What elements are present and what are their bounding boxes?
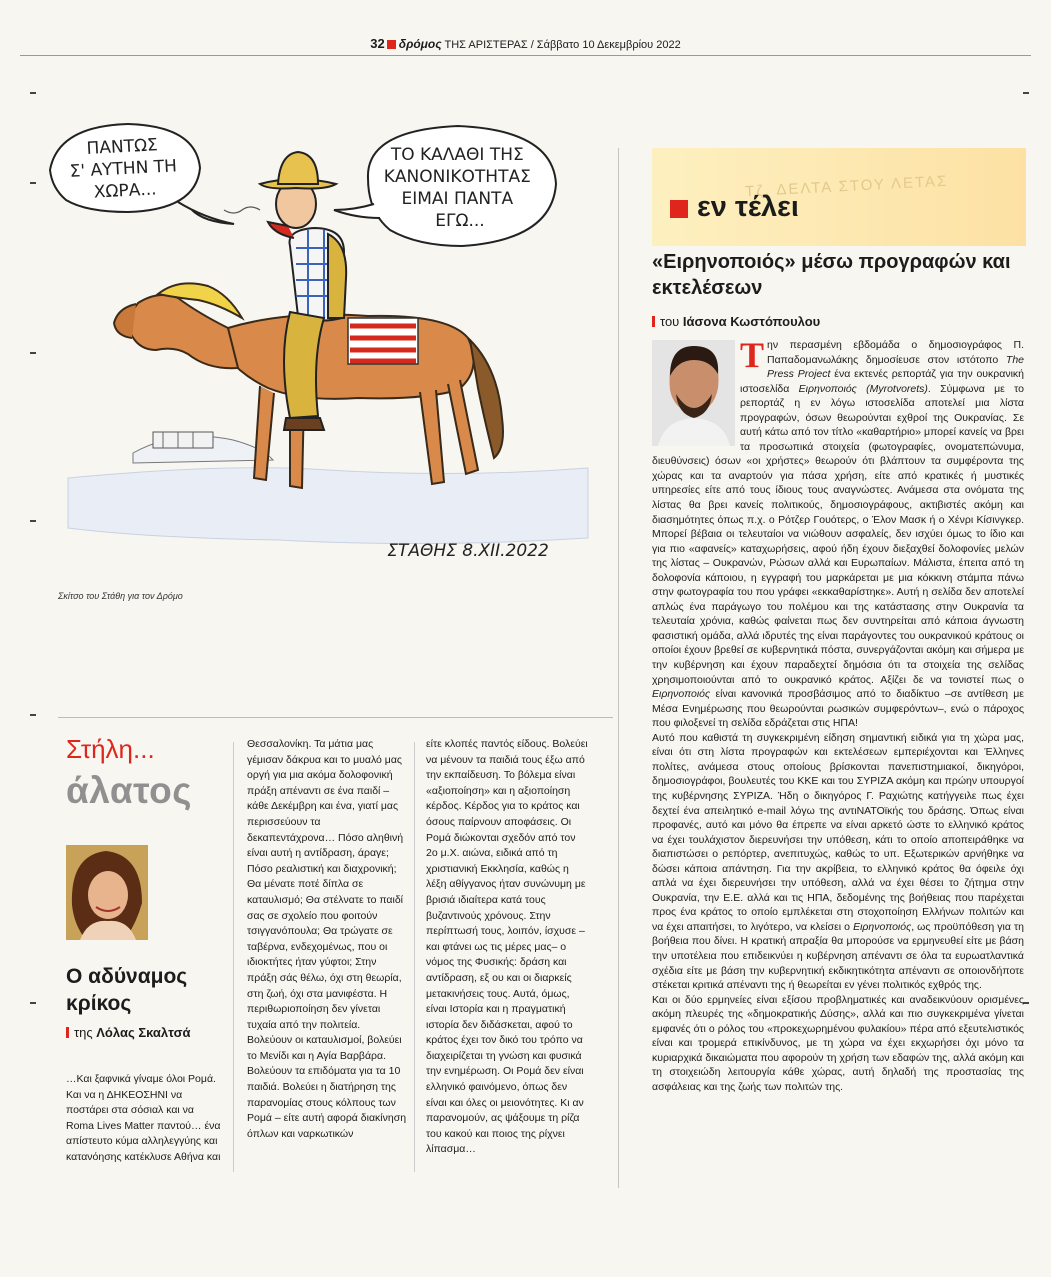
section-label: εν τέλει: [697, 191, 799, 223]
text-run: The Press Project: [767, 353, 1024, 381]
page-number: 32: [370, 36, 385, 51]
faint-print-through: Τζ. ΔΕΛΤΑ ΣΤΟΥ ΛΕΤΑΣ: [744, 172, 949, 201]
byline-prefix: του: [660, 314, 680, 329]
column-divider: [618, 148, 619, 1188]
text-run: . Σύμφωνα με το ρεπορτάζ η εν λόγω ιστοσελίδα αποτελεί μια λίστα προγραφών, όσων θεωρούνται εχθροί της Ουκρανίας. Σε αυτή κάτω από τον τίτλο «καθαρτήριο» μπορεί κανείς να βρει τα προσωπικά στοιχεία (φωτογραφίες, ονοματεπώνυμα, διευθύνσεις) όσων «οι χρήστες» θεωρούν ότι βλάπτουν τα συμφέροντα της χώρας και τα αναρτούν για πάσα χρήση, είτε από κρατικές ή μυστικές υπηρεσίες είτε από τους ίδιους τους αναγνώστες. Ανάμεσα στα ονόματα της λίστας θα βρει κανείς πολιτικούς, δημοσιογράφους, ακτιβιστές ακόμη και διασημότητες όπως π.χ. ο Ρότζερ Γουότερς, ο Έλον Μασκ ή ο Χένρι Κίσινγκερ. Μπορεί βέβαια οι τελευταίοι να νιώθουν ασφαλείς, δεν ισχύει όμως το ίδιο και για πιο «αφανείς» καταχωρήσεις, αφού ήδη έχουν διεξαχθεί δολοφονίες μελών της λίστας – Ουκρανών, Ρώσων αλλά και Ευρωπαίων. Μάλιστα, έπειτα από τη δολοφονία κάποιου, η εγγραφή του μαρκάρεται με μια κόκκινη στάμπα πάνω στην φωτογραφία του που γράφει «εκκαθαρίστηκε». Αυτή η σελίδα δεν αποτελεί απλώς ένα παράγωγο του πολέμου και της κατάστασης στην Ουκρανία τα τελευταία χρόνια, καθώς φαίνεται πως δεν συντηρείται από κάποια άγνωστη φασιστική ομάδα, αλλά ιδρυτές της είναι παράγοντες του ουκρανικού κράτους οι οποίοι έχουν βρεθεί σε κυβερνητικά πόστα, συνεργάζονται ακόμη και σήμερα με την κυβέρνηση και έχουν παραδεχτεί δημόσια ότι τα στοιχεία της σελίδας χρησιμοποιούνται από το ουκρανικό κράτος. Αξίζει δε να τονιστεί πως ο: [652, 382, 1024, 686]
page-header: [0, 36, 1051, 51]
registration-mark: [30, 92, 36, 94]
photo-spacer: [652, 338, 740, 442]
bubble-left-line: ΠΑΝΤΩΣ: [86, 135, 159, 159]
column-divider: [233, 742, 234, 1172]
byline-author: Λόλας Σκαλτσά: [96, 1025, 191, 1040]
bubble-left-line: ΧΩΡΑ...: [93, 179, 158, 203]
text-run: ην περασμένη εβδομάδα ο δημοσιογράφος Π. Παπαδομανωλάκης δημοσίευσε στον ιστότοπο: [767, 339, 1024, 366]
article-byline: [652, 314, 820, 329]
byline-bar: [652, 316, 655, 327]
registration-mark: [30, 714, 36, 716]
red-square-icon: [670, 200, 688, 218]
drop-cap: Τ: [740, 335, 765, 375]
bubble-right-line: ΕΙΜΑΙ ΠΑΝΤΑ: [401, 189, 514, 209]
article-paragraph: [652, 731, 1024, 993]
bubble-left-line: Σ' ΑΥΤΗΝ ΤΗ: [69, 156, 178, 182]
byline-bar: [66, 1027, 69, 1038]
section-divider: [58, 717, 613, 718]
byline-prefix: της: [74, 1025, 93, 1040]
text-run: ένα εκτενές ρεπορτάζ για την ουκρανική ιστοσελίδα: [740, 368, 1024, 395]
byline-author: Ιάσονα Κωστόπουλου: [682, 314, 821, 329]
bubble-right-line: ΤΟ ΚΑΛΑΘΙ ΤΗΣ: [390, 145, 524, 165]
cartoon-signature: ΣΤΑΘΗΣ 8.ΧΙΙ.2022: [387, 541, 549, 561]
column-title: Ο αδύναμος κρίκος: [66, 965, 188, 1015]
column-label-top: Στήλη...: [66, 734, 155, 764]
header-rule: [20, 55, 1031, 56]
text-run: Αυτό που καθιστά τη συγκεκριμένη είδηση σημαντική ειδικά για τη χώρα μας, είναι ότι στη λίστα προγραφών και εκτελέσεων εμπεριέχονται και Έλληνες πολίτες, ανάμεσα στους οποίους βρίσκονται πανεπιστημιακοί, δικηγόροι, δημοσιογράφοι, βουλευτές του ΚΚΕ και του ΣΥΡΙΖΑ ακόμη και πρώην υπουργοί της κυβέρνησης ΣΥΡΙΖΑ. Ήδη ο δικηγόρος Γ. Ραχιώτης κατήγγειλε πως έχει δεχτεί ένα απειλητικό e-mail λόγω της αντιΝΑΤΟϊκής του δράσης. Όπως είναι προφανές, αυτό και μόνο θα έπρεπε να είναι αρκετό ώστε το ελληνικό κράτος να έχει τουλάχιστον διερευνήσει την υπόθεση, κάτι το οποίο αποπειράθηκε να διαπιστώσει ο ρεπόρτερ, ανεπιτυχώς, καθώς το υπ. Εξωτερικών αρνήθηκε να δώσει κάποια απάντηση. Για την ακρίβεια, το ελληνικό κράτος θα όφειλε όχι απλά να έχει διερευνήσει την υπόθεση, αλλά να έχει θέσει το ζήτημα στην Ουκρανία, την Ε.Ε. αλλά και τις ΗΠΑ, δεδομένης της βοήθειας που παρέχεται προς ένα κράτος το οποίο εμπλέκεται στη στοχοποίηση Ελλήνων πολιτών και να έχει απαιτήσει, το λιγότερο, να κλείσει ο: [652, 731, 1024, 933]
text-run: , ως προϋπόθεση για τη βοήθεια που δίνει. Η κρατική απραξία θα μπορούσε να ερμηνευθεί είτε με βάση την υποτέλεια που επιδεικνύει η κυβέρνηση απέναντι σε όλα τα ευρωατλαντικά σχέδια είτε με βάση την κυβερνητική εκδικητικότητα απέναντι σε οποιονδήποτε στέκεται κριτικά απέναντι της ή θεωρείται εν γένει πολιτικός εχθρός της.: [652, 920, 1024, 992]
column-label-bottom: άλατος: [66, 770, 192, 811]
text-run: είναι κανονικά προσβάσιμος από το διαδίκτυο –σε αντίθεση με Μέσα Ενημέρωσης που θεωρούνται ρωσικών συμφερόντων–, ενώ ο πάροχος που φιλοξενεί τη σελίδα εδράζεται στις ΗΠΑ!: [652, 688, 1024, 730]
paper-name: δρόμος: [398, 37, 442, 51]
article-body: [652, 335, 1024, 1094]
column-byline: [66, 1025, 190, 1040]
registration-mark: [1023, 92, 1029, 94]
cartoon-illustration: [28, 118, 598, 588]
article-paragraph: Και οι δύο ερμηνείες είναι εξίσου προβληματικές και αναδεικνύουν ορισμένες ακόμη πλευρές της «δημοκρατικής Δύσης», αλλά και πιο συγκεκριμένα γίνεται εμφανές ότι ο ρόλος του «προκεχωρημένου φυλακίου» πέρα από εξευτελιστικός είναι και τρομερά επικίνδυνος, με τη χώρα να έχει εκχωρήσει όχι μόνο τα κυριαρχικά δικαιώματα που αφορούν τη χρήση των εδαφών της, αλλά ακόμη και τη στοιχειώδη λειτουργία κάθε χώρας, αυτή δηλαδή της προστασίας της ασφάλειας και της ζωής των πολιτών της.: [652, 993, 1024, 1093]
column-text-2: Θεσσαλονίκη. Τα μάτια μας γέμισαν δάκρυα και το μυαλό μας οργή για μια ακόμα δολοφονική πράξη απέναντι σε ένα παιδί – κάθε Δεκέμβρη και ένα, γιατί μας περισσεύουν τα δεκαπεντάχρονα… Πόσο αληθινή είναι αυτή η αντίδραση, άραγε; Πόσο ρεαλιστική και διαχρονική; Θα μένατε ποτέ δίπλα σε καταυλισμό; Θα στέλνατε το παιδί σας σε σχολείο που φοιτούν τσιγγανόπουλα; Θα τρώγατε σε ταβέρνα, ενδεχομένως, που οι ιδιοκτήτες ήταν γύφτοι; Στην πράξη σάς θέλω, όχι στη θεωρία, στη ζωή, όχι στα μανιφέστα. Η περιθωριοποίηση δεν γίνεται τυχαία από την πολιτεία. Βολεύουν οι καταυλισμοί, βολεύει το Μενίδι και η Αγία Βαρβάρα. Βολεύουν τα επιδόματα για τα 10 παιδιά. Βολεύει η διατήρηση της παρανομίας στους κόλπους των Ρομά – είτε αυτή αφορά διακίνηση όπλων και ναρκωτικών: [247, 738, 407, 1140]
article-title: «Ειρηνοποιός» μέσω προγραφών και εκτελέσεων: [652, 251, 1011, 299]
column-text-1: …Και ξαφνικά γίναμε όλοι Ρομά. Και να η ΔΗΚΕΟΣΗΝΙ να ποστάρει στα σόσιαλ και να Roma Lives Matter παντού… ένα απίστευτο κύμα αλληλεγγύης και κατανόησης κατέκλυσε Αθήνα και: [66, 1073, 221, 1163]
bubble-right-line: ΕΓΩ...: [435, 211, 485, 231]
cartoon-caption: Σκίτσο του Στάθη για τον Δρόμο: [58, 591, 183, 601]
author-photo-skaltsa: [66, 845, 148, 940]
registration-mark: [30, 1002, 36, 1004]
text-run: Ειρηνοποιός: [652, 688, 711, 701]
text-run: Ειρηνοποιός: [853, 920, 912, 933]
column-divider: [414, 742, 415, 1172]
header-date: ΤΗΣ ΑΡΙΣΤΕΡΑΣ / Σάββατο 10 Δεκεμβρίου 2022: [444, 39, 681, 51]
bubble-right-line: ΚΑΝΟΝΙΚΟΤΗΤΑΣ: [383, 167, 531, 187]
red-square-icon: [387, 40, 396, 49]
column-text-3: είτε κλοπές παντός είδους. Βολεύει να μένουν τα παιδιά τους έξω από την εκπαίδευση. Το βόλεμα είναι «αξιοποίηση» και η αξιοποίηση κέρδος. Κέρδος για το κράτος και όσους παίρνουν αποφάσεις. Οι Ρομά διώκονται σχεδόν από τον 2ο μ.Χ. αιώνα, ειδικά από τη χριστιανική Εκκλησία, καθώς η λέξη αθίγγανος ήταν συνώνυμη με βρισιά ιδιαίτερα κατά τους βυζαντινούς χρόνους. Στην περίπτωσή τους, λοιπόν, ίσχυσε –και φτάνει ως τις μέρες μας– ο νόμος της Φυσικής: δράση και αντίδραση, εξ ου και οι διαρκείς μετακινήσεις τους. Αυτά, όμως, είναι Ιστορία και η πραγματική ιστορία δεν διδάσκεται, αφού το κράτος έχει τον δικό του τρόπο να διαχειρίζεται τη γνώση και φυσικά την ενημέρωση. Οι Ρομά δεν είναι ελληνικό φαινόμενο, όπως δεν είναι και όλες οι μειονότητες. Κι αν παρανομούν, ας ψάξουμε τη ρίζα του κακού και ποιος της ρίχνει λίπασμα…: [426, 738, 588, 1156]
text-run: Ειρηνοποιός (Myrotvorets): [798, 382, 928, 395]
